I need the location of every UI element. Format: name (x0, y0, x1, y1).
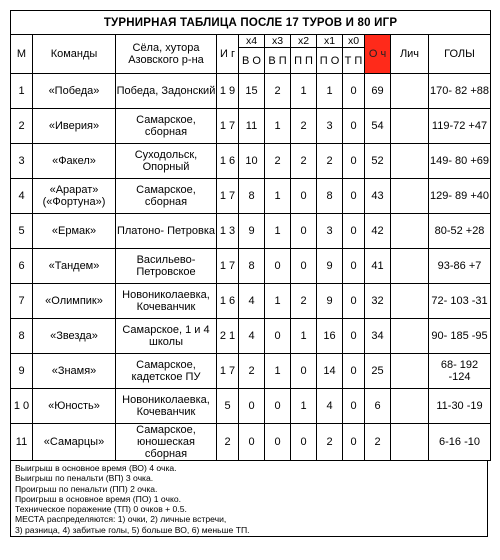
cell-goals: 129- 89 +40 (429, 179, 491, 214)
cell-tp: 0 (343, 74, 365, 109)
table-row (11, 319, 491, 354)
standings-body (11, 74, 491, 461)
header-goals: ГОЛЫ (429, 35, 491, 74)
cell-tp: 0 (343, 144, 365, 179)
header-points: О ч (365, 35, 391, 74)
rules-line: 3) разница, 4) забитые голы, 5) больше ВО, 6) меньше ТП. (15, 524, 250, 535)
cell-games: 1 9 (217, 74, 239, 109)
cell-team: «Самарцы» (33, 424, 116, 461)
header-village: Сёла, хутора Азовского р-на (116, 35, 217, 74)
cell-goals: 170- 82 +88 (429, 74, 491, 109)
rules-line: Проигрыш в основное время (ПО) 1 очко. (15, 493, 182, 504)
cell-games: 1 7 (217, 179, 239, 214)
cell-vp: 1 (265, 109, 291, 144)
cell-po: 14 (317, 354, 343, 389)
cell-tp: 0 (343, 284, 365, 319)
cell-place: 4 (11, 179, 33, 214)
cell-games: 2 (217, 424, 239, 461)
cell-personal (391, 389, 429, 424)
cell-points: 6 (365, 389, 391, 424)
cell-games: 1 3 (217, 214, 239, 249)
cell-points: 41 (365, 249, 391, 284)
table-row (11, 389, 491, 424)
cell-team: «Факел» (33, 144, 116, 179)
cell-goals: 80-52 +28 (429, 214, 491, 249)
cell-vo: 4 (239, 319, 265, 354)
cell-vp: 1 (265, 179, 291, 214)
cell-games: 1 7 (217, 354, 239, 389)
cell-village: Новониколаевка, Кочеванчик (116, 389, 217, 424)
cell-village: Суходольск, Опорный (116, 144, 217, 179)
cell-pp: 0 (291, 424, 317, 461)
header-x2: x2 (291, 35, 317, 48)
cell-vo: 0 (239, 424, 265, 461)
cell-points: 32 (365, 284, 391, 319)
cell-vo: 8 (239, 179, 265, 214)
cell-points: 52 (365, 144, 391, 179)
cell-po: 2 (317, 144, 343, 179)
cell-points: 54 (365, 109, 391, 144)
cell-vo: 15 (239, 74, 265, 109)
cell-goals: 149- 80 +69 (429, 144, 491, 179)
cell-games: 1 6 (217, 284, 239, 319)
cell-village: Новониколаевка, Кочеванчик (116, 284, 217, 319)
cell-goals: 119-72 +47 (429, 109, 491, 144)
cell-tp: 0 (343, 249, 365, 284)
cell-tp: 0 (343, 354, 365, 389)
cell-pp: 2 (291, 109, 317, 144)
cell-village: Победа, Задонский (116, 74, 217, 109)
cell-vo: 0 (239, 389, 265, 424)
cell-village: Самарское, юношеская сборная (116, 424, 217, 461)
cell-points: 25 (365, 354, 391, 389)
cell-goals: 6-16 -10 (429, 424, 491, 461)
cell-goals: 93-86 +7 (429, 249, 491, 284)
cell-po: 9 (317, 284, 343, 319)
cell-vp: 0 (265, 249, 291, 284)
cell-goals: 11-30 -19 (429, 389, 491, 424)
cell-po: 16 (317, 319, 343, 354)
cell-vp: 1 (265, 214, 291, 249)
cell-place: 5 (11, 214, 33, 249)
cell-points: 43 (365, 179, 391, 214)
table-row (11, 144, 491, 179)
cell-place: 2 (11, 109, 33, 144)
cell-personal (391, 109, 429, 144)
cell-team: «Арарат» («Фортуна») (33, 179, 116, 214)
cell-personal (391, 249, 429, 284)
cell-pp: 1 (291, 389, 317, 424)
header-x4: x4 (239, 35, 265, 48)
cell-vo: 4 (239, 284, 265, 319)
cell-personal (391, 354, 429, 389)
cell-personal (391, 144, 429, 179)
rules-line: Выигрыш в основное время (ВО) 4 очка. (15, 463, 177, 473)
cell-vp: 0 (265, 319, 291, 354)
cell-games: 1 6 (217, 144, 239, 179)
header-pp: П П (291, 48, 317, 74)
cell-vo: 2 (239, 354, 265, 389)
rules-line: Проигрыш по пенальти (ПП) 2 очка. (15, 483, 158, 494)
cell-po: 3 (317, 109, 343, 144)
cell-village: Васильево- Петровское (116, 249, 217, 284)
cell-points: 34 (365, 319, 391, 354)
cell-village: Самарское, сборная (116, 179, 217, 214)
cell-po: 3 (317, 214, 343, 249)
cell-vo: 11 (239, 109, 265, 144)
cell-vo: 9 (239, 214, 265, 249)
cell-personal (391, 74, 429, 109)
cell-team: «Иверия» (33, 109, 116, 144)
cell-place: 9 (11, 354, 33, 389)
cell-tp: 0 (343, 109, 365, 144)
cell-po: 4 (317, 389, 343, 424)
cell-place: 6 (11, 249, 33, 284)
cell-personal (391, 424, 429, 461)
cell-points: 42 (365, 214, 391, 249)
cell-tp: 0 (343, 179, 365, 214)
cell-pp: 1 (291, 319, 317, 354)
cell-pp: 0 (291, 354, 317, 389)
cell-po: 1 (317, 74, 343, 109)
cell-po: 9 (317, 249, 343, 284)
cell-points: 69 (365, 74, 391, 109)
cell-place: 11 (11, 424, 33, 461)
cell-pp: 2 (291, 144, 317, 179)
cell-vp: 2 (265, 144, 291, 179)
cell-pp: 0 (291, 179, 317, 214)
rules-footer (10, 461, 488, 537)
table-row (11, 284, 491, 319)
header-tp: Т П (343, 48, 365, 74)
cell-team: «Ермак» (33, 214, 116, 249)
table-row (11, 214, 491, 249)
cell-vo: 10 (239, 144, 265, 179)
cell-tp: 0 (343, 424, 365, 461)
cell-team: «Знамя» (33, 354, 116, 389)
cell-pp: 0 (291, 214, 317, 249)
rules-line: МЕСТА распределяются: 1) очки, 2) личные встречи, (15, 514, 227, 525)
table-title: ТУРНИРНАЯ ТАБЛИЦА ПОСЛЕ 17 ТУРОВ И 80 ИГР (11, 11, 491, 35)
header-x0: x0 (343, 35, 365, 48)
header-vo: В О (239, 48, 265, 74)
header-games: И г (217, 35, 239, 74)
cell-team: «Тандем» (33, 249, 116, 284)
header-vp: В П (265, 48, 291, 74)
rules-line: Выигрыш по пенальти (ВП) 3 очка. (15, 473, 154, 484)
cell-vp: 0 (265, 389, 291, 424)
standings-document (10, 10, 490, 537)
rules-line: Техническое поражение (ТП) 0 очков + 0.5. (15, 504, 187, 515)
cell-goals: 68- 192 -124 (429, 354, 491, 389)
header-personal: Лич (391, 35, 429, 74)
table-row (11, 354, 491, 389)
table-row (11, 74, 491, 109)
table-row (11, 424, 491, 461)
cell-tp: 0 (343, 214, 365, 249)
cell-village: Самарское, 1 и 4 школы (116, 319, 217, 354)
table-row (11, 109, 491, 144)
table-row (11, 249, 491, 284)
cell-games: 1 7 (217, 249, 239, 284)
cell-village: Самарское, сборная (116, 109, 217, 144)
header-team: Команды (33, 35, 116, 74)
cell-place: 1 (11, 74, 33, 109)
cell-place: 8 (11, 319, 33, 354)
table-row (11, 179, 491, 214)
standings-table (10, 10, 491, 461)
cell-vp: 1 (265, 284, 291, 319)
cell-personal (391, 179, 429, 214)
cell-pp: 1 (291, 74, 317, 109)
cell-team: «Звезда» (33, 319, 116, 354)
cell-personal (391, 319, 429, 354)
cell-vp: 1 (265, 354, 291, 389)
header-po: П О (317, 48, 343, 74)
cell-tp: 0 (343, 389, 365, 424)
cell-village: Самарское, кадетское ПУ (116, 354, 217, 389)
header-x3: x3 (265, 35, 291, 48)
cell-pp: 2 (291, 284, 317, 319)
cell-points: 2 (365, 424, 391, 461)
cell-village: Платоно- Петровка (116, 214, 217, 249)
cell-vo: 8 (239, 249, 265, 284)
cell-games: 5 (217, 389, 239, 424)
header-place: М (11, 35, 33, 74)
cell-place: 1 0 (11, 389, 33, 424)
cell-goals: 72- 103 -31 (429, 284, 491, 319)
cell-po: 2 (317, 424, 343, 461)
cell-team: «Олимпик» (33, 284, 116, 319)
cell-place: 7 (11, 284, 33, 319)
cell-team: «Юность» (33, 389, 116, 424)
cell-team: «Победа» (33, 74, 116, 109)
cell-vp: 0 (265, 424, 291, 461)
cell-place: 3 (11, 144, 33, 179)
cell-games: 2 1 (217, 319, 239, 354)
cell-vp: 2 (265, 74, 291, 109)
cell-pp: 0 (291, 249, 317, 284)
cell-po: 8 (317, 179, 343, 214)
cell-personal (391, 214, 429, 249)
cell-personal (391, 284, 429, 319)
cell-tp: 0 (343, 319, 365, 354)
header-x1: x1 (317, 35, 343, 48)
cell-games: 1 7 (217, 109, 239, 144)
cell-goals: 90- 185 -95 (429, 319, 491, 354)
